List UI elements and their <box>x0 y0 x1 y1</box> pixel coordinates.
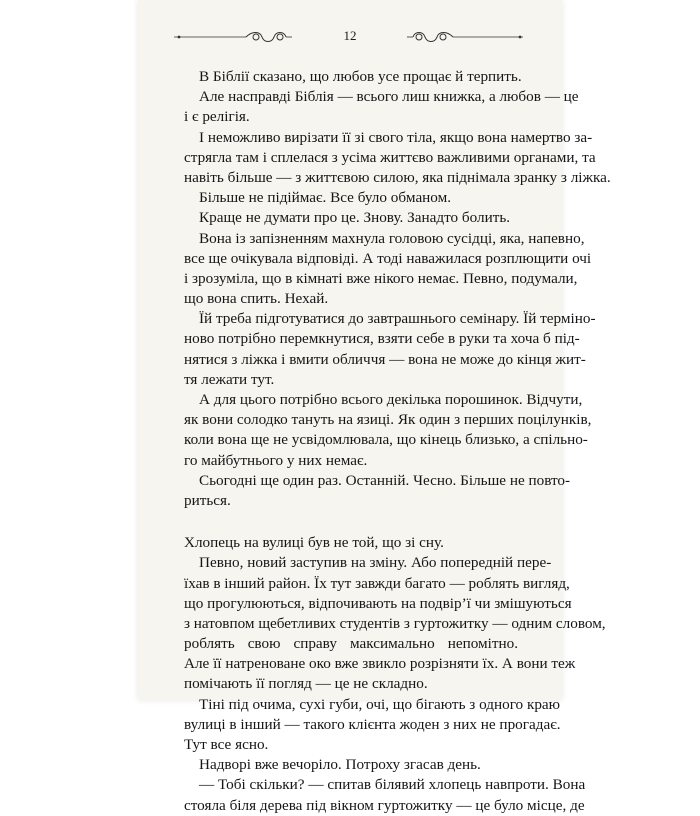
text-line: Їй треба підготуватися до завтрашнього семінару. Їй терміно- <box>199 310 596 328</box>
page-text <box>184 67 611 816</box>
paragraph <box>184 471 571 511</box>
text-line: В Біблії сказано, що любов усе прощає й терпить. <box>199 68 522 85</box>
paragraph <box>184 533 518 553</box>
text-line: — Тобі скільки? — спитав білявий хлопець навпроти. Вона <box>199 776 586 794</box>
text-line: стояла біля дерева під вікном гуртожитку — це було місце, де <box>184 796 585 814</box>
paragraph <box>184 128 611 189</box>
text-line: з натовпом щебетливих студентів з гуртожитку — одним словом, <box>184 614 606 632</box>
text-line: го майбутнього у них немає. <box>184 451 368 469</box>
text-line: Тут все ясно. <box>184 736 269 753</box>
paragraph <box>184 775 586 815</box>
paragraph <box>184 755 518 775</box>
paragraph <box>184 695 561 756</box>
section-break <box>184 511 518 533</box>
text-line: як вони солодко тануть на язиці. Як один з перших поцілунків, <box>184 411 592 429</box>
page-number: 12 <box>343 28 357 43</box>
book-page <box>138 0 611 814</box>
text-line: помічають її погляд — це не складно. <box>184 675 428 693</box>
paragraph <box>184 67 522 87</box>
text-line: риться. <box>184 491 231 509</box>
text-line: тя лежати тут. <box>184 370 275 388</box>
text-line: їхав в інший район. Їх тут завжди багато — роблять вигляд, <box>184 574 570 592</box>
text-line: Краще не думати про це. Знову. Занадто болить. <box>199 209 511 227</box>
text-line: стрягла там і сплелася з усіма життєво важливими органами, та <box>184 148 596 166</box>
text-line: Надворі вже вечоріло. Потроху згасав день. <box>199 756 481 774</box>
text-line: І неможливо вирізати її зі свого тіла, якщо вона намертво за- <box>199 128 593 146</box>
text-line: коли вона ще не усвідомлювала, що кінець близько, а спільно- <box>184 431 588 449</box>
text-line: Певно, новий заступив на зміну. Або попередній пере- <box>199 554 552 572</box>
text-line: Але її натреноване око вже звикло розрізняти їх. А вони теж <box>184 655 576 673</box>
text-line: що вона спить. Нехай. <box>184 290 329 308</box>
text-line: все ще очікувала відповіді. А тоді наважилася розплющити очі <box>184 249 592 267</box>
paragraph <box>184 553 606 694</box>
paragraph <box>184 390 592 471</box>
text-line: Вона із запізненням махнула головою сусідці, яка, напевно, <box>199 229 585 247</box>
text-line: Хлопець на вулиці був не той, що зі сну. <box>184 534 444 552</box>
text-line: Тіні під очима, сухі губи, очі, що бігають з одного краю <box>199 695 560 713</box>
text-line: роблять свою справу максимально непомітно. <box>184 635 518 653</box>
text-line: вулиці в інший — такого клієнта жоден з них не прогадає. <box>184 715 561 733</box>
text-line: ново потрібно перемкнутися, взяти себе в руки та хоча б під- <box>184 330 580 348</box>
text-line: А для цього потрібно всього декілька порошинок. Відчути, <box>199 391 583 408</box>
paragraph <box>184 87 579 127</box>
paragraph <box>184 309 596 390</box>
text-line: нятися з ліжка і вмити обличчя — вона не може до кінця жит- <box>184 350 586 368</box>
scroll-ornament-right-icon <box>405 30 525 44</box>
text-line: Більше не підіймає. Все було обманом. <box>199 189 452 207</box>
text-line: і є релігія. <box>184 108 250 126</box>
text-line: навіть більше — з життєвою силою, яка піднімала зранку з ліжка. <box>184 168 611 186</box>
page-header <box>138 28 562 48</box>
paragraph <box>184 188 518 208</box>
text-line: що прогулюються, відпочивають на подвір’ї чи змішуються <box>184 594 572 612</box>
text-line: Але насправді Біблія — всього лиш книжка, а любов — це <box>199 88 579 106</box>
text-line: і зрозуміла, що в кімнаті вже нікого немає. Певно, подумали, <box>184 269 578 287</box>
paragraph <box>184 229 592 310</box>
text-line: Сьогодні ще один раз. Останній. Чесно. Більше не повто- <box>199 471 571 489</box>
paragraph <box>184 208 518 228</box>
